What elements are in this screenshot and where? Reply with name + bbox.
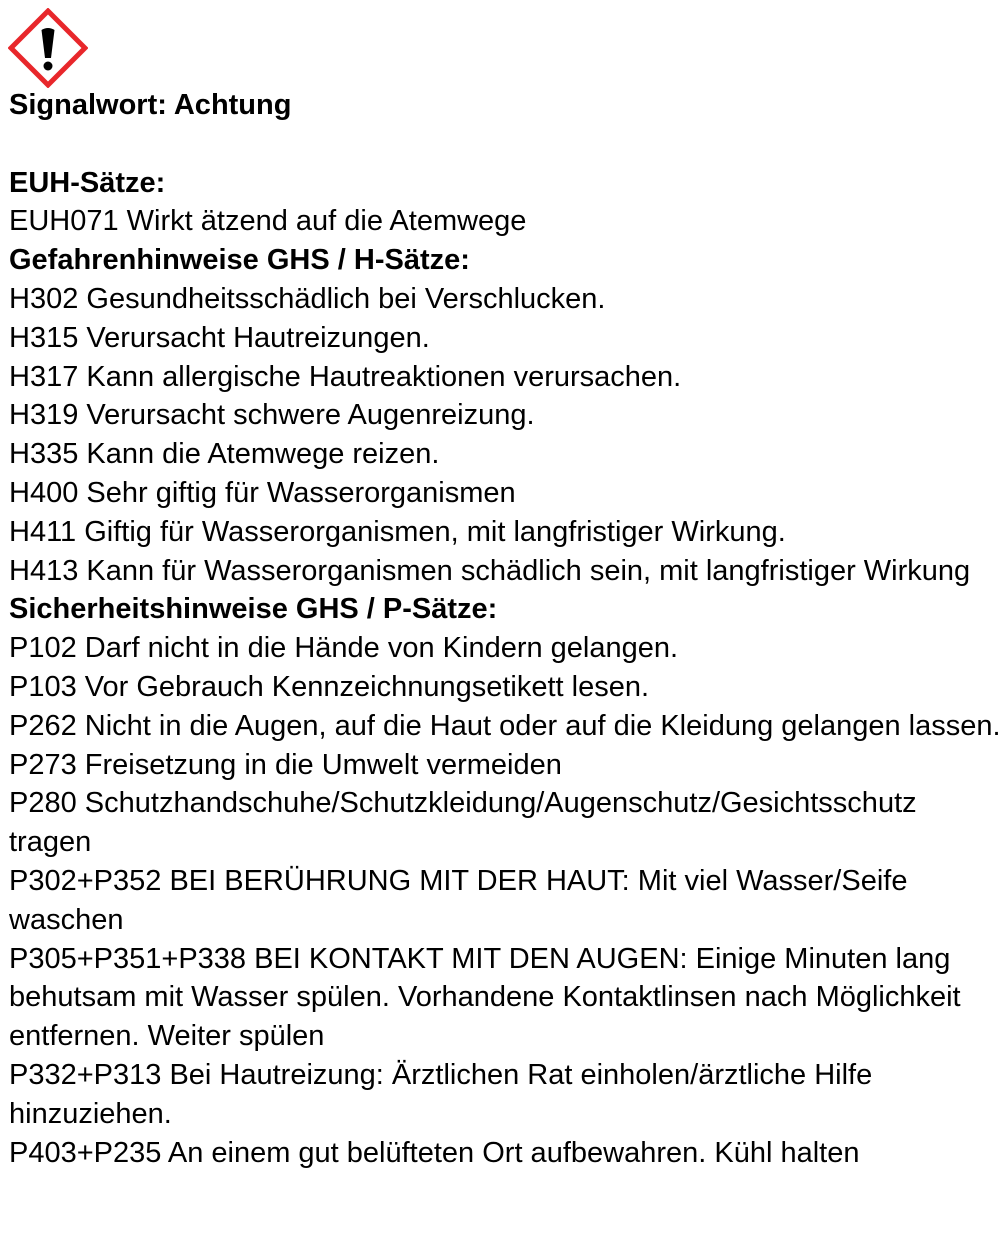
h-statement: H335 Kann die Atemwege reizen. [9, 438, 440, 471]
p-statement: P302+P352 BEI BERÜHRUNG MIT DER HAUT: Mit viel Wasser/Seife waschen [9, 864, 908, 936]
h-statement: H400 Sehr giftig für Wasserorganismen [9, 476, 516, 509]
p-statement: P103 Vor Gebrauch Kennzeichnungsetikett lesen. [9, 670, 650, 703]
safety-data-text [9, 86, 1004, 1172]
p-statement: P403+P235 An einem gut belüfteten Ort aufbewahren. Kühl halten [9, 1136, 860, 1169]
p-statements-heading: Sicherheitshinweise GHS / P-Sätze: [9, 593, 498, 626]
h-statement: H317 Kann allergische Hautreaktionen verursachen. [9, 360, 682, 393]
p-statement: P305+P351+P338 BEI KONTAKT MIT DEN AUGEN: Einige Minuten lang behutsam mit Wasser spülen. Vorhandene Kontaktlinsen nach Möglichkeit entfernen. Weiter spülen [9, 942, 961, 1053]
p-statement: P273 Freisetzung in die Umwelt vermeiden [9, 748, 562, 781]
h-statement: H413 Kann für Wasserorganismen schädlich sein, mit langfristiger Wirkung [9, 554, 971, 587]
p-statement: P332+P313 Bei Hautreizung: Ärztlichen Rat einholen/ärztliche Hilfe hinzuziehen. [9, 1058, 873, 1130]
ghs-exclamation-mark-icon [8, 8, 88, 88]
h-statement: H411 Giftig für Wasserorganismen, mit langfristiger Wirkung. [9, 515, 786, 548]
h-statements-heading: Gefahrenhinweise GHS / H-Sätze: [9, 244, 470, 277]
h-statement: H319 Verursacht schwere Augenreizung. [9, 399, 535, 432]
euh-statement: EUH071 Wirkt ätzend auf die Atemwege [9, 205, 527, 238]
signal-word: Signalwort: Achtung [9, 89, 292, 121]
h-statement: H315 Verursacht Hautreizungen. [9, 321, 430, 354]
blank-line [9, 125, 1004, 164]
p-statement: P262 Nicht in die Augen, auf die Haut oder auf die Kleidung gelangen lassen. [9, 709, 1001, 742]
p-statement: P280 Schutzhandschuhe/Schutzkleidung/Augenschutz/Gesichtsschutz tragen [9, 787, 917, 859]
h-statement: H302 Gesundheitsschädlich bei Verschlucken. [9, 282, 606, 315]
p-statement: P102 Darf nicht in die Hände von Kindern gelangen. [9, 632, 679, 665]
exclamation-dot [44, 62, 53, 71]
euh-heading: EUH-Sätze: [9, 166, 166, 199]
